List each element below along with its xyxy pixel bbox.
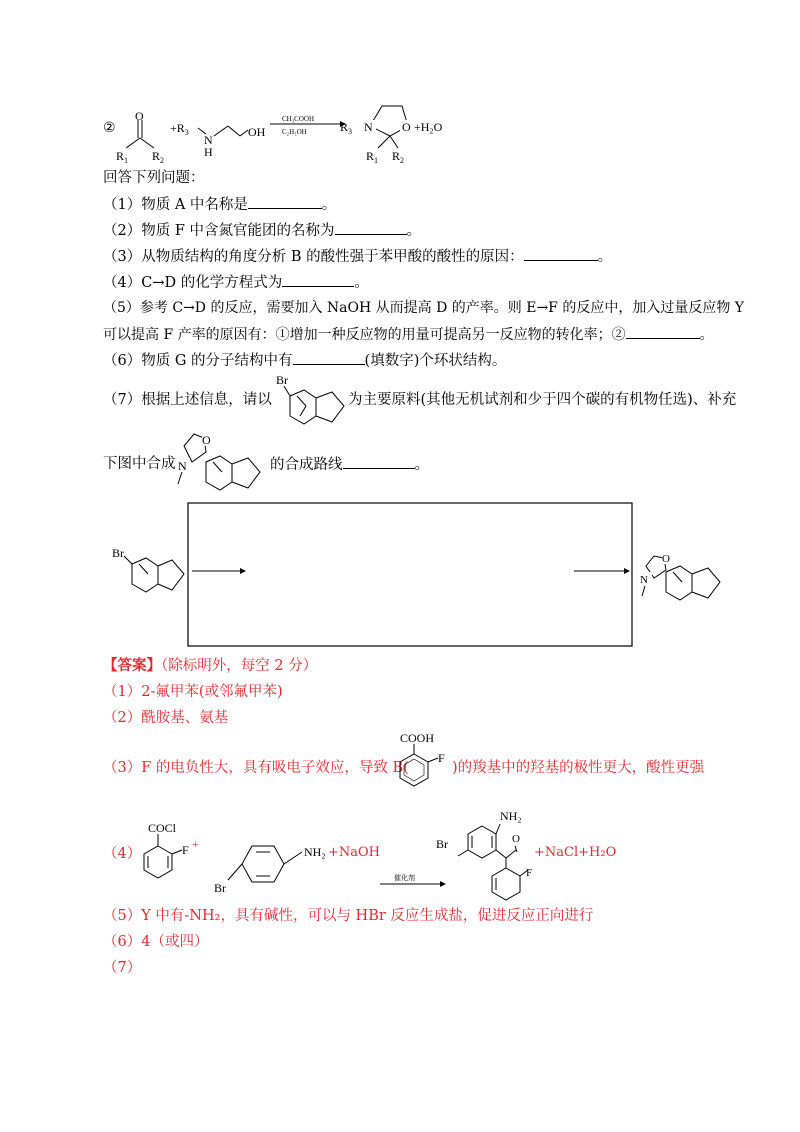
bromo-tricyclic-structure (270, 372, 350, 432)
answer-blank-2[interactable] (335, 220, 407, 235)
svg-text:Br: Br (276, 373, 288, 387)
synthesis-route-diagram (0, 500, 800, 660)
svg-text:+H₂O: +H₂O (414, 120, 443, 134)
svg-text:C₂H₅OH: C₂H₅OH (282, 128, 307, 136)
svg-text:R1: $R_1$ (116, 149, 129, 165)
svg-text:Br: Br (214, 881, 226, 895)
question-7-part-1: （7）根据上述信息，请以 (103, 392, 272, 408)
question-2: （2）物质 F 中含氮官能团的名称为 。 (103, 220, 421, 241)
svg-text:NH₂: NH₂ (304, 845, 326, 859)
svg-text:R3: $R_3$ (340, 120, 353, 136)
question-4: （4）C→D 的化学方程式为 。 (103, 272, 369, 293)
question-7-line-2-pre: 下图中合成 (103, 456, 176, 472)
answer-4-label: （4） (103, 846, 142, 862)
answer-7: （7） (103, 960, 142, 976)
answer-4-byproducts: +NaCl+H₂O (534, 845, 617, 860)
question-5-line-1: （5）参考 C→D 的反应，需要加入 NaOH 从而提高 D 的产率。则 E→F 的反应中，加入过量反应物 Y (103, 300, 745, 316)
svg-text:O: O (662, 553, 670, 565)
answer-3-post: )的羧基中的羟基的极性更大，酸性更强 (452, 760, 705, 776)
question-3: （3）从物质结构的角度分析 B 的酸性强于苯甲酸的酸性的原因： 。 (103, 246, 612, 267)
svg-text:COCl: COCl (148, 821, 177, 835)
answer-4-naoh: +NaOH (328, 845, 381, 860)
questions-intro: 回答下列问题： (103, 170, 205, 186)
svg-text:COOH: COOH (400, 731, 435, 745)
bromoaniline-structure (214, 836, 324, 896)
answer-3-pre: （3）F 的电负性大，具有吸电子效应，导致 B( (103, 760, 409, 776)
aminoalcohol-structure (168, 112, 278, 162)
svg-text:+: + (192, 837, 199, 851)
fluorobenzoic-acid-structure (388, 730, 458, 800)
svg-text:F: F (438, 751, 445, 765)
svg-text:F: F (182, 843, 189, 857)
answer-blank-7[interactable] (343, 454, 415, 469)
svg-text:Br: Br (436, 837, 448, 851)
svg-text:Br: Br (112, 546, 124, 560)
svg-text:R1: $R_1$ (366, 149, 379, 165)
question-7-part-2: 为主要原料(其他无机试剂和少于四个碳的有机物任选)、补充 (348, 392, 737, 408)
svg-text:F: F (526, 867, 533, 879)
svg-text:NH₂: NH₂ (500, 809, 522, 823)
route-answer-box (188, 503, 632, 646)
reaction-marker: ② (103, 120, 116, 136)
svg-text:H: H (204, 145, 213, 159)
svg-text:R2: $R_2$ (152, 149, 165, 165)
svg-text:+R3: $+R_3$ (170, 121, 189, 137)
answer-6: （6）4（或四） (103, 934, 209, 950)
acyl-chloride-structure (134, 820, 214, 900)
svg-text:N: N (640, 574, 648, 586)
reaction-arrow (268, 112, 348, 142)
ketone-o: O (135, 109, 144, 123)
svg-text:N: N (178, 459, 187, 473)
route-start-structure (112, 546, 184, 592)
question-1: （1）物质 A 中名称是 。 (103, 194, 336, 215)
answers-header: 【答案】（除标明外，每空 2 分） (103, 657, 318, 674)
route-end-structure (638, 552, 720, 600)
svg-text:N: N (364, 120, 373, 134)
svg-text:催化剂: 催化剂 (394, 874, 415, 882)
answer-2: （2）酰胺基、氨基 (103, 710, 229, 726)
svg-text:O: O (202, 433, 211, 447)
svg-text:CH₃COOH: CH₃COOH (282, 115, 314, 123)
target-spiro-structure (172, 428, 272, 498)
answer-5: （5）Y 中有-NH₂，具有碱性，可以与 HBr 反应生成盐，促进反应正向进行 (103, 908, 594, 924)
svg-text:N: N (204, 133, 213, 147)
svg-text:O: O (512, 833, 520, 845)
svg-text:O: O (402, 120, 411, 134)
question-7-line-2-post: 的合成路线 。 (270, 454, 429, 475)
answer-blank-5[interactable] (626, 324, 700, 339)
oxazolidine-product (340, 96, 450, 166)
question-6: （6）物质 G 的分子结构中有 (填数字)个环状结构。 (103, 350, 506, 371)
answer-1: （1）2-氟甲苯(或邻氟甲苯) (103, 684, 283, 700)
question-5-line-2: 可以提高 F 产率的原因有：①增加一种反应物的用量可提高另一反应物的转化率；② 。 (103, 324, 714, 345)
svg-text:R2: $R_2$ (392, 149, 405, 165)
answer-blank-6[interactable] (293, 350, 365, 365)
answer-blank-3[interactable] (524, 246, 598, 261)
answer-blank-4[interactable] (282, 272, 354, 287)
answer-blank-1[interactable] (248, 194, 322, 209)
svg-text:OH: OH (248, 125, 266, 139)
